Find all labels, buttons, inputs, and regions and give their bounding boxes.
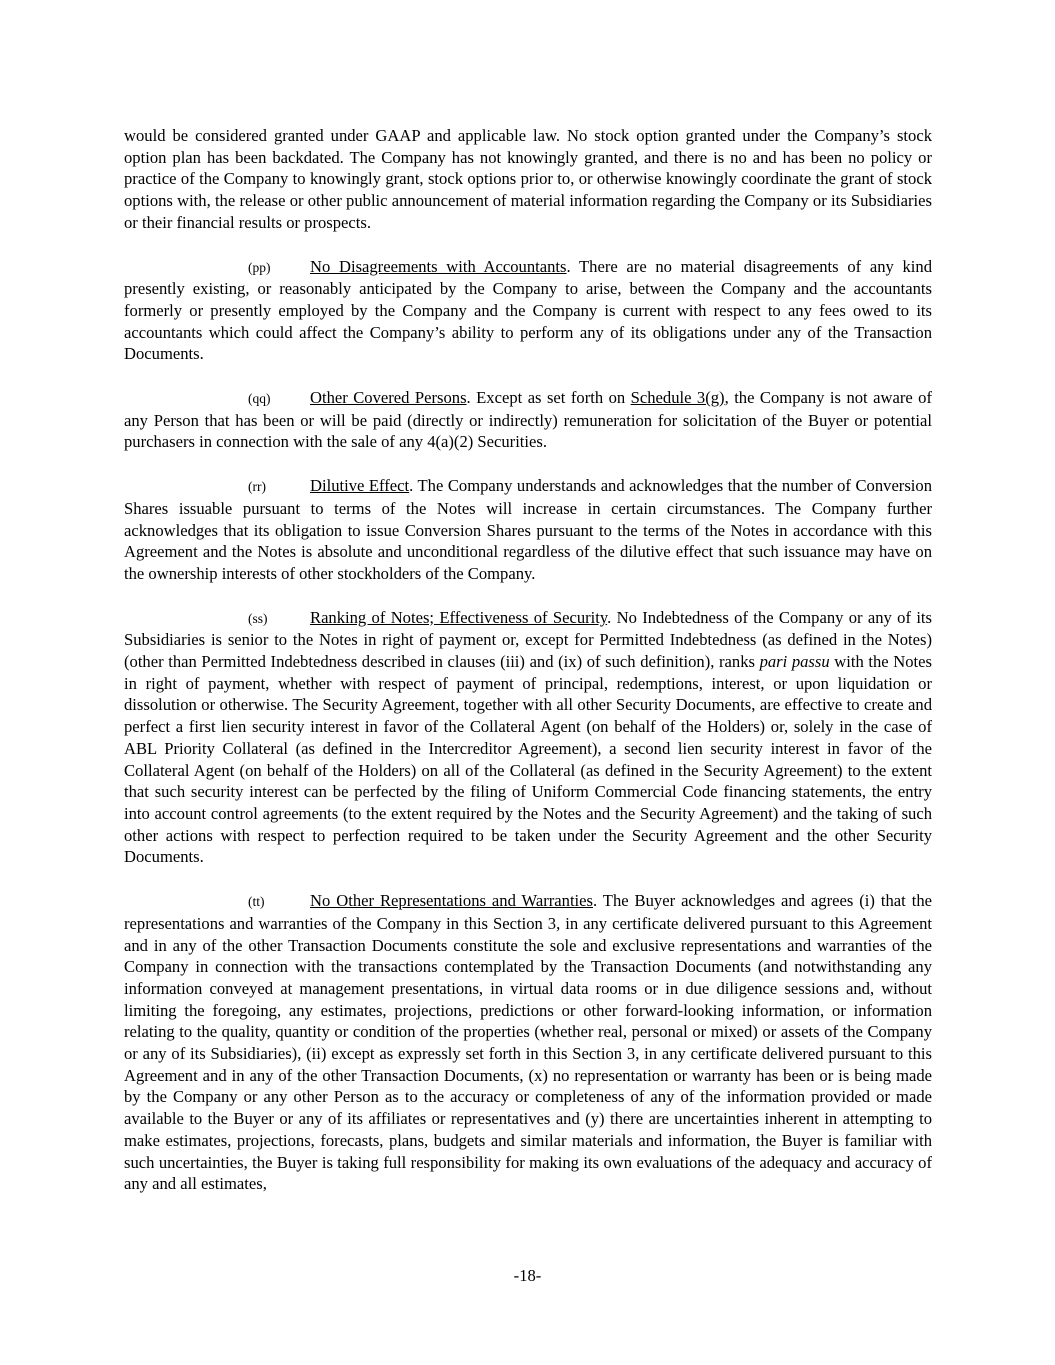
section-body: . The Buyer acknowledges and agrees (i) that the representations and warranties of the Company in this Section 3, in any certificate delivered pursuant to this Agreement and in any of the other Transaction Documents constitute the sole and exclusive representations and warranties of the Company in connection with the transactions contemplated by the Transaction Documents (and notwithstanding any information conveyed at management presentations, in virtual data rooms or in due diligence sessions and, without limiting the foregoing, any estimates, projections, predictions or other forward-looking information, or information relating to the quality, quantity or condition of the properties (whether real, personal or mixed) or assets of the Company or any of its Subsidiaries), (ii) except as expressly set forth in this Section 3, in any certificate delivered pursuant to this Agreement and in any of the other Transaction Documents, (x) no representation or warranty has been or is being made by the Company or any other Person as to the accuracy or completeness of any of the information provided or made available to the Buyer or any of its affiliates or representatives and (y) there are uncertainties inherent in attempting to make estimates, projections, forecasts, plans, budgets and similar materials and information, the Buyer is familiar with such uncertainties, the Buyer is taking full responsibility for making its own evaluations of the adequacy and accuracy of any and all estimates, bbox=[124, 891, 932, 1194]
section-ss bbox=[124, 607, 932, 868]
document-page bbox=[124, 125, 932, 1217]
section-body: . There are no material disagreements of any kind presently existing, or reasonably anticipated by the Company to arise, between the Company and the accountants formerly or presently employed by the Company and the Company is current with respect to any fees owed to its accountants which could affect the Company’s ability to perform any of its obligations under any of the Transaction Documents. bbox=[124, 256, 932, 364]
section-heading: Ranking of Notes; Effectiveness of Security bbox=[310, 607, 608, 627]
section-rr bbox=[124, 475, 932, 585]
section-label: (qq) bbox=[248, 391, 271, 407]
section-label: (ss) bbox=[248, 610, 268, 626]
section-tt bbox=[124, 890, 932, 1195]
section-body: . No Indebtedness of the Company or any of its Subsidiaries is senior to the Notes in right of payment or, except for Permitted Indebtedness (as defined in the Notes) (other than Permitted Indebtedness described in clauses (iii) and (ix) of such definition), ranks bbox=[124, 607, 932, 672]
section-pp bbox=[124, 256, 932, 366]
section-body-continued: with the Notes in right of payment, whether with respect of payment of principal, redemptions, interest, or upon liquidation or dissolution or otherwise. The Security Agreement, together with all other Security Documents, are effective to create and perfect a first lien security interest in favor of the Collateral Agent (on behalf of the Holders) or, solely in the case of ABL Priority Collateral (as defined in the Intercreditor Agreement), a second lien security interest in favor of the Collateral Agent (on behalf of the Holders) on all of the Collateral (as defined in the Security Agreement) to the extent that such security interest can be perfected by the filing of Uniform Commercial Code financing statements, the entry into account control agreements (to the extent required by the Notes and the Security Agreement) and the taking of such other actions with respect to perfection required to be taken under the Security Agreement and the other Security Documents. bbox=[124, 652, 932, 867]
page-number: -18- bbox=[513, 1266, 542, 1285]
intro-paragraph: would be considered granted under GAAP and applicable law. No stock option granted under the Company’s stock option plan has been backdated. The Company has not knowingly granted, and there is no and has been no policy or practice of the Company to knowingly grant, stock options prior to, or otherwise knowingly coordinate the grant of stock options with, the release or other public announcement of material information regarding the Company or its Subsidiaries or their financial results or prospects. bbox=[124, 126, 932, 232]
section-body: . Except as set forth on bbox=[466, 388, 631, 408]
section-label: (pp) bbox=[248, 259, 271, 275]
section-heading: No Other Representations and Warranties bbox=[310, 891, 593, 911]
section-body: . The Company understands and acknowledges that the number of Conversion Shares issuable pursuant to terms of the Notes will increase in certain circumstances. The Company further acknowledges that its obligation to issue Conversion Shares pursuant to the terms of the Notes in accordance with this Agreement and the Notes is absolute and unconditional regardless of the dilutive effect that such issuance may have on the ownership interests of other stockholders of the Company. bbox=[124, 476, 932, 583]
section-heading: No Disagreements with Accountants bbox=[310, 256, 567, 276]
section-heading: Other Covered Persons bbox=[310, 388, 467, 408]
section-label: (tt) bbox=[248, 894, 265, 910]
section-label: (rr) bbox=[248, 479, 266, 495]
section-qq bbox=[124, 387, 932, 453]
schedule-reference: Schedule 3(g) bbox=[630, 388, 725, 408]
section-heading: Dilutive Effect bbox=[310, 476, 410, 496]
section-body-continued: , the Company is not aware of any Person that has been or will be paid (directly or indirectly) remuneration for solicitation of the Buyer or potential purchasers in connection with the sale of any 4(a)(2) Securities. bbox=[124, 388, 932, 452]
italic-term: pari passu bbox=[759, 652, 830, 672]
